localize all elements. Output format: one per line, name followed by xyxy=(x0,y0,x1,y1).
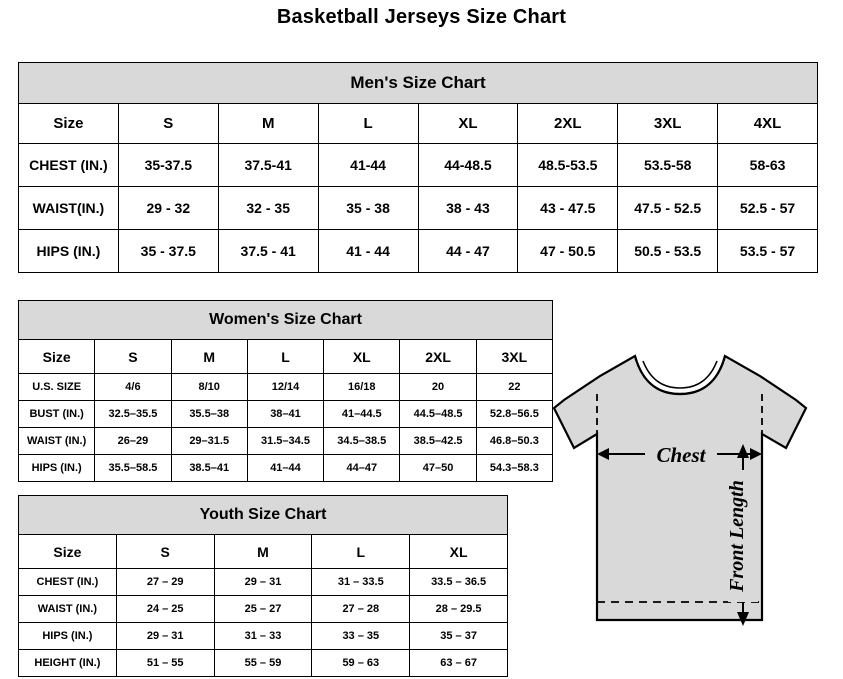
row-label-waist: WAIST (IN.) xyxy=(19,428,95,455)
table-caption-row xyxy=(19,496,508,535)
cell-waist-l: 27 – 28 xyxy=(312,596,410,623)
table-row xyxy=(19,569,508,596)
cell-hips-xl: 44–47 xyxy=(324,455,400,482)
table-row xyxy=(19,650,508,677)
row-label-hips: HIPS (IN.) xyxy=(19,230,119,273)
row-label-bust: BUST (IN.) xyxy=(19,401,95,428)
youth-chart-caption: Youth Size Chart xyxy=(19,496,508,535)
cell-waist-3xl: 47.5 - 52.5 xyxy=(618,187,718,230)
column-header-xl: XL xyxy=(324,340,400,374)
cell-chest-2xl: 48.5-53.5 xyxy=(518,144,618,187)
jersey-measurement-diagram xyxy=(540,330,840,670)
row-label-hips: HIPS (IN.) xyxy=(19,455,95,482)
cell-hips-3xl: 50.5 - 53.5 xyxy=(618,230,718,273)
row-label-hips: HIPS (IN.) xyxy=(19,623,117,650)
cell-chest-3xl: 53.5-58 xyxy=(618,144,718,187)
cell-bust-m: 35.5–38 xyxy=(171,401,247,428)
youth-size-chart-table xyxy=(18,495,508,677)
cell-waist-m: 25 – 27 xyxy=(214,596,312,623)
cell-hips-s: 35 - 37.5 xyxy=(118,230,218,273)
cell-height-s: 51 – 55 xyxy=(116,650,214,677)
column-header-3xl: 3XL xyxy=(476,340,552,374)
row-label-chest: CHEST (IN.) xyxy=(19,144,119,187)
page-title: Basketball Jerseys Size Chart xyxy=(276,6,567,28)
table-row xyxy=(19,144,818,187)
cell-waist-m: 32 - 35 xyxy=(218,187,318,230)
cell-us-size-s: 4/6 xyxy=(95,374,171,401)
cell-hips-4xl: 53.5 - 57 xyxy=(718,230,818,273)
cell-bust-3xl: 52.8–56.5 xyxy=(476,401,552,428)
cell-bust-s: 32.5–35.5 xyxy=(95,401,171,428)
cell-waist-s: 29 - 32 xyxy=(118,187,218,230)
cell-us-size-m: 8/10 xyxy=(171,374,247,401)
cell-waist-xl: 34.5–38.5 xyxy=(324,428,400,455)
table-row xyxy=(19,374,553,401)
cell-us-size-3xl: 22 xyxy=(476,374,552,401)
column-header-2xl: 2XL xyxy=(400,340,476,374)
column-header-size: Size xyxy=(19,340,95,374)
cell-waist-s: 26–29 xyxy=(95,428,171,455)
cell-hips-3xl: 54.3–58.3 xyxy=(476,455,552,482)
cell-waist-xl: 38 - 43 xyxy=(418,187,518,230)
table-caption-row xyxy=(19,301,553,340)
column-header-s: S xyxy=(95,340,171,374)
cell-waist-2xl: 38.5–42.5 xyxy=(400,428,476,455)
womens-chart-caption: Women's Size Chart xyxy=(19,301,553,340)
column-header-size: Size xyxy=(19,535,117,569)
column-header-xl: XL xyxy=(410,535,508,569)
table-header-row xyxy=(19,535,508,569)
column-header-xl: XL xyxy=(418,104,518,144)
table-row xyxy=(19,596,508,623)
table-row xyxy=(19,623,508,650)
cell-hips-xl: 35 – 37 xyxy=(410,623,508,650)
cell-chest-4xl: 58-63 xyxy=(718,144,818,187)
column-header-size: Size xyxy=(19,104,119,144)
column-header-3xl: 3XL xyxy=(618,104,718,144)
cell-chest-m: 29 – 31 xyxy=(214,569,312,596)
cell-waist-s: 24 – 25 xyxy=(116,596,214,623)
womens-size-chart-table xyxy=(18,300,553,482)
cell-hips-2xl: 47 - 50.5 xyxy=(518,230,618,273)
jersey-collar-inner-line xyxy=(643,361,717,388)
cell-us-size-2xl: 20 xyxy=(400,374,476,401)
table-caption-row xyxy=(19,63,818,104)
front-length-label: Front Length xyxy=(726,480,748,592)
cell-chest-l: 31 – 33.5 xyxy=(312,569,410,596)
cell-hips-s: 29 – 31 xyxy=(116,623,214,650)
cell-height-l: 59 – 63 xyxy=(312,650,410,677)
cell-hips-l: 41 - 44 xyxy=(318,230,418,273)
cell-hips-xl: 44 - 47 xyxy=(418,230,518,273)
column-header-m: M xyxy=(218,104,318,144)
cell-hips-s: 35.5–58.5 xyxy=(95,455,171,482)
cell-hips-m: 38.5–41 xyxy=(171,455,247,482)
row-label-chest: CHEST (IN.) xyxy=(19,569,117,596)
table-row xyxy=(19,187,818,230)
column-header-s: S xyxy=(118,104,218,144)
cell-chest-xl: 44-48.5 xyxy=(418,144,518,187)
cell-waist-xl: 28 – 29.5 xyxy=(410,596,508,623)
table-row xyxy=(19,428,553,455)
cell-bust-xl: 41–44.5 xyxy=(324,401,400,428)
column-header-s: S xyxy=(116,535,214,569)
cell-hips-l: 41–44 xyxy=(247,455,323,482)
row-label-waist: WAIST (IN.) xyxy=(19,596,117,623)
cell-height-xl: 63 – 67 xyxy=(410,650,508,677)
table-row xyxy=(19,401,553,428)
table-row xyxy=(19,455,553,482)
cell-waist-3xl: 46.8–50.3 xyxy=(476,428,552,455)
table-header-row xyxy=(19,104,818,144)
cell-chest-m: 37.5-41 xyxy=(218,144,318,187)
cell-waist-l: 35 - 38 xyxy=(318,187,418,230)
mens-size-chart-table xyxy=(18,62,818,273)
cell-bust-2xl: 44.5–48.5 xyxy=(400,401,476,428)
table-row xyxy=(19,230,818,273)
cell-waist-2xl: 43 - 47.5 xyxy=(518,187,618,230)
cell-chest-xl: 33.5 – 36.5 xyxy=(410,569,508,596)
chest-label: Chest xyxy=(656,443,706,467)
cell-chest-s: 27 – 29 xyxy=(116,569,214,596)
cell-hips-m: 31 – 33 xyxy=(214,623,312,650)
cell-hips-m: 37.5 - 41 xyxy=(218,230,318,273)
table-header-row xyxy=(19,340,553,374)
column-header-2xl: 2XL xyxy=(518,104,618,144)
cell-chest-s: 35-37.5 xyxy=(118,144,218,187)
row-label-us-size: U.S. SIZE xyxy=(19,374,95,401)
row-label-height: HEIGHT (IN.) xyxy=(19,650,117,677)
cell-chest-l: 41-44 xyxy=(318,144,418,187)
mens-chart-caption: Men's Size Chart xyxy=(19,63,818,104)
cell-us-size-xl: 16/18 xyxy=(324,374,400,401)
jersey-body-shape xyxy=(554,356,806,620)
cell-waist-m: 29–31.5 xyxy=(171,428,247,455)
column-header-m: M xyxy=(171,340,247,374)
cell-hips-2xl: 47–50 xyxy=(400,455,476,482)
column-header-l: L xyxy=(247,340,323,374)
cell-us-size-l: 12/14 xyxy=(247,374,323,401)
row-label-waist: WAIST(IN.) xyxy=(19,187,119,230)
cell-hips-l: 33 – 35 xyxy=(312,623,410,650)
cell-waist-4xl: 52.5 - 57 xyxy=(718,187,818,230)
column-header-m: M xyxy=(214,535,312,569)
cell-bust-l: 38–41 xyxy=(247,401,323,428)
cell-height-m: 55 – 59 xyxy=(214,650,312,677)
column-header-l: L xyxy=(312,535,410,569)
cell-waist-l: 31.5–34.5 xyxy=(247,428,323,455)
column-header-4xl: 4XL xyxy=(718,104,818,144)
column-header-l: L xyxy=(318,104,418,144)
